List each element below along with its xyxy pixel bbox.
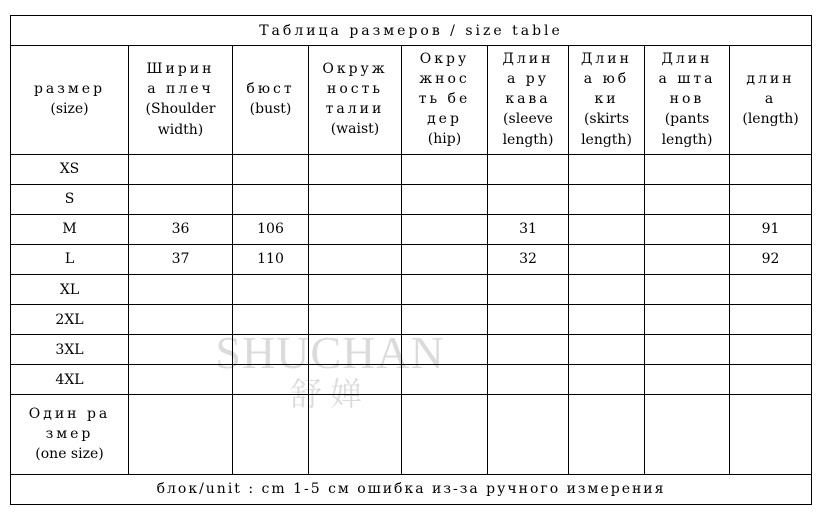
measurement-cell bbox=[129, 335, 233, 365]
measurement-cell bbox=[569, 184, 645, 214]
measurement-cell: 106 bbox=[233, 214, 309, 244]
header-label-ru: а ру bbox=[507, 70, 549, 87]
table-row bbox=[11, 275, 812, 305]
measurement-cell: 92 bbox=[730, 244, 812, 274]
measurement-cell bbox=[645, 275, 730, 305]
measurement-cell bbox=[730, 184, 812, 214]
measurement-cell bbox=[730, 365, 812, 395]
measurement-cell bbox=[402, 184, 488, 214]
measurement-cell: 37 bbox=[129, 244, 233, 274]
header-label-ru: ки bbox=[594, 90, 619, 107]
header-label-ru: ность bbox=[327, 81, 383, 98]
header-label-en: (size) bbox=[50, 101, 89, 118]
header-label-en: (Shoulder bbox=[145, 100, 216, 117]
measurement-cell bbox=[488, 154, 569, 184]
measurement-cell bbox=[402, 365, 488, 395]
header-label-en: width) bbox=[157, 121, 204, 138]
measurement-cell bbox=[402, 244, 488, 274]
measurement-cell bbox=[488, 395, 569, 474]
table-footer-note: блок/unit : cm 1-5 см ошибка из-за ручного измерения bbox=[11, 474, 812, 504]
size-table bbox=[10, 15, 812, 505]
header-label-ru: бюст bbox=[246, 81, 295, 98]
measurement-cell bbox=[730, 154, 812, 184]
size-label-cell: 2XL bbox=[11, 305, 129, 335]
header-label-ru: а юб bbox=[583, 70, 630, 87]
measurement-cell bbox=[645, 305, 730, 335]
header-label-en: length) bbox=[661, 131, 713, 148]
measurement-cell bbox=[402, 305, 488, 335]
column-header bbox=[233, 46, 309, 154]
size-label-cell: L bbox=[11, 244, 129, 274]
measurement-cell: 91 bbox=[730, 214, 812, 244]
measurement-cell bbox=[730, 395, 812, 474]
measurement-cell bbox=[309, 154, 402, 184]
column-header bbox=[488, 46, 569, 154]
header-row bbox=[11, 46, 812, 154]
header-label-en: (length) bbox=[742, 111, 799, 128]
measurement-cell bbox=[730, 335, 812, 365]
header-label-en: (skirts bbox=[583, 110, 630, 127]
column-header bbox=[645, 46, 730, 154]
header-label-ru: а bbox=[764, 91, 777, 108]
table-row bbox=[11, 305, 812, 335]
header-label-ru: жнос bbox=[419, 71, 470, 88]
measurement-cell bbox=[309, 244, 402, 274]
header-label-ru: Окру bbox=[419, 51, 470, 68]
measurement-cell bbox=[309, 305, 402, 335]
header-label-ru: размер bbox=[33, 81, 106, 98]
measurement-cell bbox=[233, 335, 309, 365]
measurement-cell bbox=[233, 395, 309, 474]
header-label-ru: кава bbox=[505, 90, 551, 107]
measurement-cell bbox=[233, 184, 309, 214]
size-label-cell bbox=[11, 395, 129, 474]
measurement-cell: 32 bbox=[488, 244, 569, 274]
measurement-cell: 36 bbox=[129, 214, 233, 244]
measurement-cell bbox=[309, 214, 402, 244]
table-row bbox=[11, 214, 812, 244]
header-label-ru: дер bbox=[427, 111, 462, 128]
measurement-cell bbox=[233, 305, 309, 335]
column-header bbox=[129, 46, 233, 154]
one-size-label-ru: Один ра bbox=[28, 406, 111, 423]
header-label-ru: ть бе bbox=[418, 91, 471, 108]
measurement-cell bbox=[233, 275, 309, 305]
table-row bbox=[11, 244, 812, 274]
table-row bbox=[11, 154, 812, 184]
measurement-cell: 110 bbox=[233, 244, 309, 274]
watermark-text-cn: 舒婵 bbox=[289, 375, 370, 413]
header-label-ru: а шта bbox=[658, 70, 716, 87]
size-label-cell: S bbox=[11, 184, 129, 214]
header-label-ru: талии bbox=[325, 101, 385, 118]
measurement-cell bbox=[569, 154, 645, 184]
header-label-ru: Длин bbox=[661, 50, 713, 67]
size-label-cell: XS bbox=[11, 154, 129, 184]
measurement-cell bbox=[645, 335, 730, 365]
measurement-cell bbox=[645, 244, 730, 274]
measurement-cell bbox=[488, 184, 569, 214]
header-label-en: (pants bbox=[664, 110, 710, 127]
measurement-cell bbox=[569, 244, 645, 274]
size-label-cell: M bbox=[11, 214, 129, 244]
measurement-cell bbox=[730, 275, 812, 305]
measurement-cell bbox=[129, 154, 233, 184]
measurement-cell: 31 bbox=[488, 214, 569, 244]
header-label-en: length) bbox=[581, 131, 632, 148]
table-title: Таблица размеров / size table bbox=[11, 16, 812, 46]
one-size-label-ru: змер bbox=[45, 426, 94, 443]
measurement-cell bbox=[730, 305, 812, 335]
measurement-cell bbox=[569, 214, 645, 244]
measurement-cell bbox=[569, 335, 645, 365]
measurement-cell bbox=[233, 154, 309, 184]
watermark-text-en: SHUCHAN bbox=[215, 327, 445, 378]
measurement-cell bbox=[129, 305, 233, 335]
header-label-ru: Ширин bbox=[146, 60, 215, 77]
table-row bbox=[11, 365, 812, 395]
table-row bbox=[11, 395, 812, 474]
measurement-cell bbox=[488, 275, 569, 305]
measurement-cell bbox=[645, 154, 730, 184]
measurement-cell bbox=[309, 335, 402, 365]
measurement-cell bbox=[488, 365, 569, 395]
measurement-cell bbox=[309, 365, 402, 395]
measurement-cell bbox=[645, 214, 730, 244]
measurement-cell bbox=[129, 184, 233, 214]
measurement-cell bbox=[569, 365, 645, 395]
measurement-cell bbox=[569, 395, 645, 474]
header-label-ru: нов bbox=[669, 90, 705, 107]
header-label-en: (hip) bbox=[427, 131, 462, 148]
header-label-en: length) bbox=[502, 131, 554, 148]
header-label-ru: Длин bbox=[502, 50, 554, 67]
measurement-cell bbox=[645, 365, 730, 395]
measurement-cell bbox=[645, 184, 730, 214]
measurement-cell bbox=[233, 365, 309, 395]
column-header bbox=[309, 46, 402, 154]
header-label-en: (sleeve bbox=[503, 110, 553, 127]
measurement-cell bbox=[569, 275, 645, 305]
measurement-cell bbox=[645, 395, 730, 474]
measurement-cell bbox=[309, 184, 402, 214]
size-label-cell: XL bbox=[11, 275, 129, 305]
table-body bbox=[11, 154, 812, 474]
header-label-en: (bust) bbox=[249, 101, 292, 118]
column-header bbox=[402, 46, 488, 154]
size-label-cell: 3XL bbox=[11, 335, 129, 365]
measurement-cell bbox=[309, 395, 402, 474]
header-label-ru: Окруж bbox=[322, 61, 388, 78]
table-row bbox=[11, 184, 812, 214]
measurement-cell bbox=[402, 395, 488, 474]
one-size-label-en: (one size) bbox=[35, 446, 104, 463]
header-label-ru: а плеч bbox=[147, 80, 214, 97]
header-label-ru: длин bbox=[746, 71, 795, 88]
measurement-cell bbox=[402, 214, 488, 244]
measurement-cell bbox=[402, 275, 488, 305]
column-header bbox=[569, 46, 645, 154]
measurement-cell bbox=[129, 395, 233, 474]
header-label-ru: Длин bbox=[581, 50, 632, 67]
measurement-cell bbox=[488, 335, 569, 365]
measurement-cell bbox=[402, 335, 488, 365]
measurement-cell bbox=[129, 275, 233, 305]
size-label-cell: 4XL bbox=[11, 365, 129, 395]
header-label-en: (waist) bbox=[330, 121, 380, 138]
measurement-cell bbox=[309, 275, 402, 305]
measurement-cell bbox=[569, 305, 645, 335]
measurement-cell bbox=[488, 305, 569, 335]
table-row bbox=[11, 335, 812, 365]
column-header bbox=[11, 46, 129, 154]
measurement-cell bbox=[402, 154, 488, 184]
measurement-cell bbox=[129, 365, 233, 395]
column-header bbox=[730, 46, 812, 154]
